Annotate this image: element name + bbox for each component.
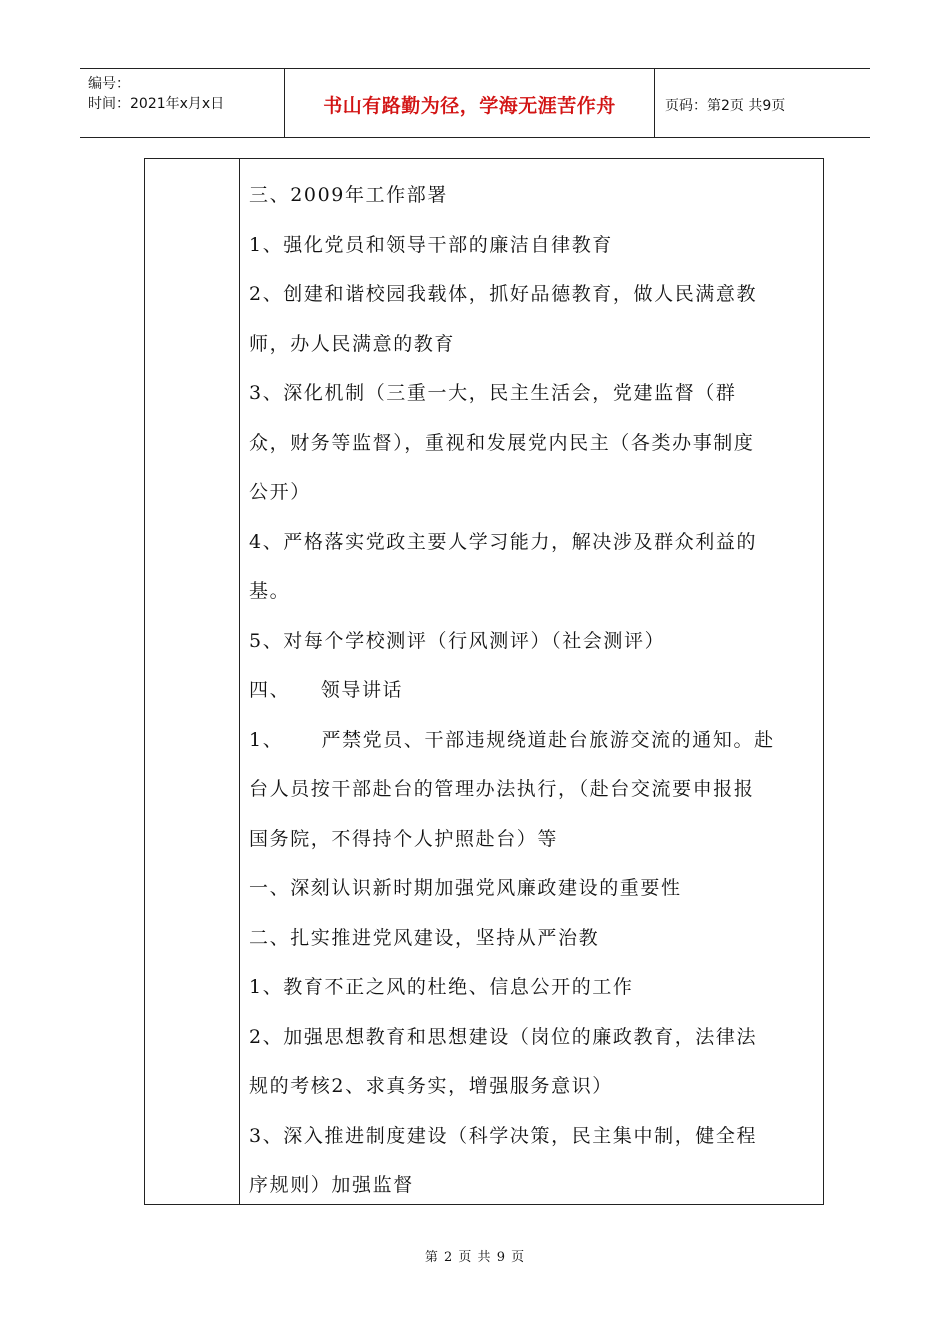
text-line: 3、深入推进制度建设（科学决策，民主集中制，健全程 <box>249 1124 758 1147</box>
text-line: 四、 领导讲话 <box>249 679 404 701</box>
header-page-number: 页码：第2页 共9页 <box>665 98 786 114</box>
page-footer: 第 2 页 共 9 页 <box>424 1250 526 1265</box>
text-line: 3、深化机制（三重一大，民主生活会，党建监督（群 <box>249 382 737 404</box>
content-table <box>144 158 824 1205</box>
text-line: 三、2009年工作部署 <box>249 184 448 206</box>
text-line: 5、对每个学校测评（行风测评）（社会测评） <box>249 629 666 652</box>
text-line: 二、扎实推进党风建设，坚持从严治教 <box>249 926 600 949</box>
document-header <box>80 68 870 138</box>
header-page-cell <box>655 69 870 137</box>
text-line: 一、深刻认识新时期加强党风廉政建设的重要性 <box>249 877 682 899</box>
text-line: 众，财务等监督），重视和发展党内民主（各类办事制度 <box>249 431 755 454</box>
text-line: 基。 <box>249 580 291 602</box>
text-line: 1、强化党员和领导干部的廉洁自律教育 <box>249 233 613 256</box>
header-motto: 书山有路勤为径，学海无涯苦作舟 <box>323 95 616 117</box>
text-line: 1、 严禁党员、干部违规绕道赴台旅游交流的通知。赴 <box>249 728 775 751</box>
document-number-label: 编号： <box>88 76 130 92</box>
header-meta-cell <box>80 69 285 137</box>
header-motto-cell <box>285 69 655 137</box>
text-line: 公开） <box>249 481 311 503</box>
text-line: 国务院，不得持个人护照赴台）等 <box>249 827 559 850</box>
document-date-label: 时间：2021年x月x日 <box>88 96 225 112</box>
text-line: 4、严格落实党政主要人学习能力，解决涉及群众利益的 <box>249 530 758 553</box>
text-line: 1、教育不正之风的杜绝、信息公开的工作 <box>249 976 634 998</box>
text-line: 师，办人民满意的教育 <box>249 332 456 355</box>
text-line: 规的考核2、求真务实，增强服务意识） <box>249 1075 613 1097</box>
text-line: 2、加强思想教育和思想建设（岗位的廉政教育，法律法 <box>249 1025 758 1048</box>
text-line: 台人员按干部赴台的管理办法执行，（赴台交流要申报报 <box>249 778 755 800</box>
table-column-divider <box>239 159 240 1204</box>
text-line: 序规则）加强监督 <box>249 1174 414 1196</box>
text-line: 2、创建和谐校园我载体，抓好品德教育，做人民满意教 <box>249 283 758 305</box>
content-body <box>249 171 815 1211</box>
